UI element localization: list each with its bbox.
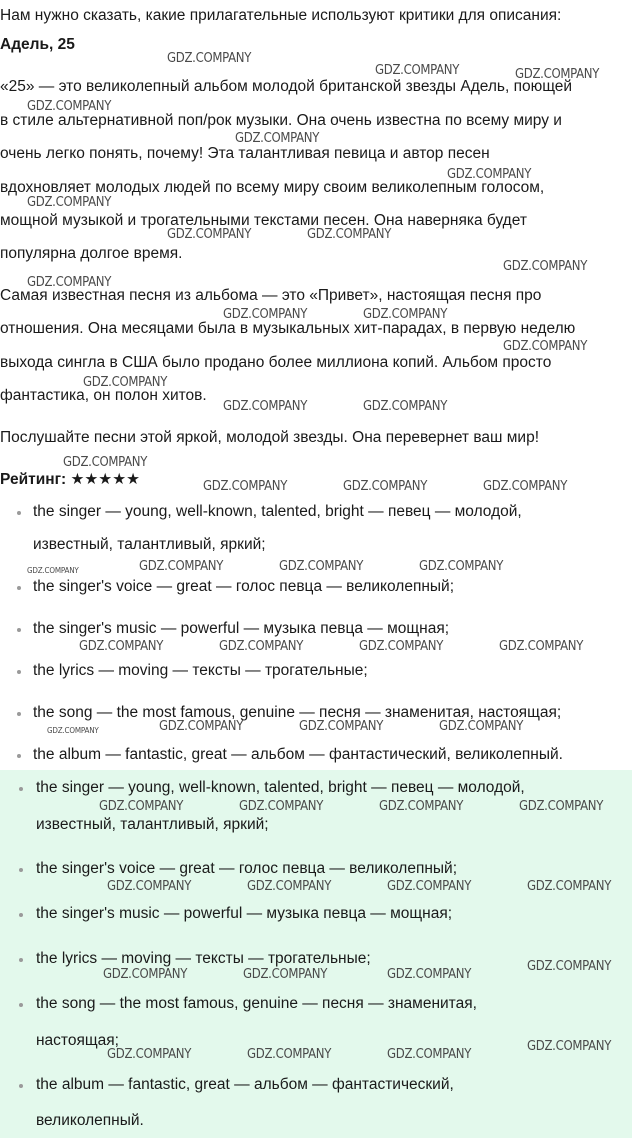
watermark: GDZ.COMPANY — [47, 726, 99, 735]
watermark: GDZ.COMPANY — [107, 879, 192, 894]
watermark: GDZ.COMPANY — [203, 479, 288, 494]
watermark: GDZ.COMPANY — [419, 559, 504, 574]
paragraph-3: Послушайте песни этой яркой, молодой звезды. Она перевернет ваш мир! — [0, 429, 540, 446]
list-item-text: the album — fantastic, great — альбом — фантастический, великолепный. — [33, 746, 563, 763]
list-item-text: the album — fantastic, great — альбом — фантастический, — [36, 1076, 454, 1093]
watermark: GDZ.COMPANY — [307, 227, 392, 242]
watermark: GDZ.COMPANY — [483, 479, 568, 494]
watermark: GDZ.COMPANY — [527, 1039, 612, 1054]
bullet-icon — [17, 511, 21, 515]
watermark: GDZ.COMPANY — [219, 639, 304, 654]
watermark: GDZ.COMPANY — [239, 799, 324, 814]
bullet-icon — [19, 1003, 23, 1007]
bullet-icon — [19, 913, 23, 917]
watermark: GDZ.COMPANY — [223, 307, 308, 322]
watermark: GDZ.COMPANY — [343, 479, 428, 494]
bullet-icon — [19, 868, 23, 872]
watermark: GDZ.COMPANY — [503, 339, 588, 354]
review-title: Адель, 25 — [0, 36, 75, 53]
bullet-icon — [17, 670, 21, 674]
watermark: GDZ.COMPANY — [235, 131, 320, 146]
list-item-text: the lyrics — moving — тексты — трогательные; — [36, 950, 371, 967]
watermark: GDZ.COMPANY — [387, 1047, 472, 1062]
watermark: GDZ.COMPANY — [99, 799, 184, 814]
watermark: GDZ.COMPANY — [159, 719, 244, 734]
watermark: GDZ.COMPANY — [519, 799, 604, 814]
watermark: GDZ.COMPANY — [515, 67, 600, 82]
watermark: GDZ.COMPANY — [27, 195, 112, 210]
watermark: GDZ.COMPANY — [379, 799, 464, 814]
bullet-icon — [19, 958, 23, 962]
list-item-text: the singer's voice — great — голос певца — великолепный; — [36, 860, 457, 877]
watermark: GDZ.COMPANY — [223, 399, 308, 414]
watermark: GDZ.COMPANY — [527, 959, 612, 974]
paragraph-2-line: фантастика, он полон хитов. — [0, 387, 207, 404]
paragraph-2-line: отношения. Она месяцами была в музыкальных хит-парадах, в первую неделю — [0, 320, 576, 337]
list-item-text: настоящая; — [36, 1032, 119, 1049]
watermark: GDZ.COMPANY — [27, 566, 79, 575]
watermark: GDZ.COMPANY — [503, 259, 588, 274]
watermark: GDZ.COMPANY — [359, 639, 444, 654]
watermark: GDZ.COMPANY — [387, 879, 472, 894]
list-item-text: the singer — young, well-known, talented, bright — певец — молодой, — [36, 779, 525, 796]
bullet-icon — [17, 754, 21, 758]
watermark: GDZ.COMPANY — [243, 967, 328, 982]
watermark: GDZ.COMPANY — [363, 307, 448, 322]
watermark: GDZ.COMPANY — [167, 51, 252, 66]
watermark: GDZ.COMPANY — [439, 719, 524, 734]
watermark: GDZ.COMPANY — [247, 1047, 332, 1062]
watermark: GDZ.COMPANY — [79, 639, 164, 654]
bullet-icon — [17, 586, 21, 590]
paragraph-1-line: «25» — это великолепный альбом молодой британской звезды Адель, поющей — [0, 78, 573, 95]
watermark: GDZ.COMPANY — [363, 399, 448, 414]
paragraph-2-line: выхода сингла в США было продано более миллиона копий. Альбом просто — [0, 354, 552, 371]
bullet-icon — [19, 1084, 23, 1088]
watermark: GDZ.COMPANY — [107, 1047, 192, 1062]
watermark: GDZ.COMPANY — [167, 227, 252, 242]
watermark: GDZ.COMPANY — [447, 167, 532, 182]
watermark: GDZ.COMPANY — [387, 967, 472, 982]
list-item-text: the singer's voice — great — голос певца — великолепный; — [33, 578, 454, 595]
bullet-icon — [19, 787, 23, 791]
paragraph-1-line: вдохновляет молодых людей по всему миру своим великолепным голосом, — [0, 179, 545, 196]
list-item-text: the singer's music — powerful — музыка певца — мощная; — [33, 620, 450, 637]
list-item-text: the song — the most famous, genuine — песня — знаменитая, настоящая; — [33, 704, 562, 721]
watermark: GDZ.COMPANY — [247, 879, 332, 894]
list-item-text: известный, талантливый, яркий; — [36, 816, 269, 833]
bullet-icon — [17, 712, 21, 716]
list-item-text: the singer's music — powerful — музыка певца — мощная; — [36, 905, 453, 922]
watermark: GDZ.COMPANY — [299, 719, 384, 734]
list-item-text: the song — the most famous, genuine — песня — знаменитая, — [36, 995, 477, 1012]
paragraph-1-line: в стиле альтернативной поп/рок музыки. Она очень известна по всему миру и — [0, 112, 562, 129]
list-item-text: the lyrics — moving — тексты — трогательные; — [33, 662, 368, 679]
watermark: GDZ.COMPANY — [139, 559, 224, 574]
watermark: GDZ.COMPANY — [103, 967, 188, 982]
watermark: GDZ.COMPANY — [63, 455, 148, 470]
task-text: Нам нужно сказать, какие прилагательные используют критики для описания: — [0, 7, 562, 24]
watermark: GDZ.COMPANY — [499, 639, 584, 654]
watermark: GDZ.COMPANY — [27, 275, 112, 290]
watermark: GDZ.COMPANY — [527, 879, 612, 894]
watermark: GDZ.COMPANY — [279, 559, 364, 574]
paragraph-1-line: популярна долгое время. — [0, 245, 183, 262]
watermark: GDZ.COMPANY — [83, 375, 168, 390]
list-item-text: великолепный. — [36, 1112, 144, 1129]
watermark: GDZ.COMPANY — [27, 99, 112, 114]
list-item-text: известный, талантливый, яркий; — [33, 536, 266, 553]
bullet-icon — [17, 628, 21, 632]
list-item-text: the singer — young, well-known, talented, bright — певец — молодой, — [33, 503, 522, 520]
rating: Рейтинг: ★★★★★ — [0, 471, 140, 488]
paragraph-1-line: очень легко понять, почему! Эта талантливая певица и автор песен — [0, 145, 490, 162]
paragraph-2-line: Самая известная песня из альбома — это «Привет», настоящая песня про — [0, 287, 542, 304]
paragraph-1-line: мощной музыкой и трогательными текстами песен. Она наверняка будет — [0, 212, 527, 229]
watermark: GDZ.COMPANY — [375, 63, 460, 78]
